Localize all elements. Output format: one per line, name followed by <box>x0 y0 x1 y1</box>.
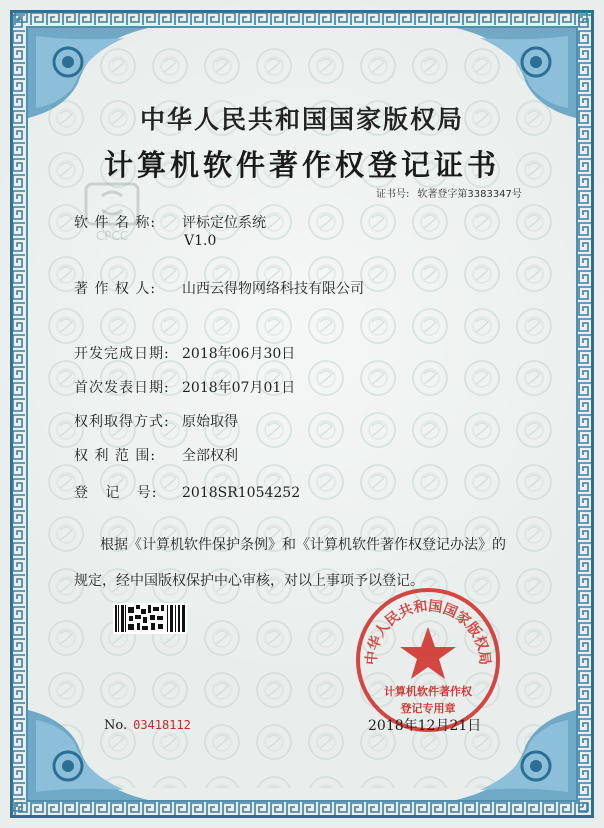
software-version: V1.0 <box>184 233 217 249</box>
field-label: 登 记 号: <box>74 485 158 501</box>
field-label: 权利取得方式: <box>74 414 170 430</box>
field-label: 著 作 权 人: <box>74 281 157 297</box>
field-completion-date <box>74 345 295 363</box>
field-copyright-owner <box>74 280 364 298</box>
field-acquisition-method <box>74 413 238 431</box>
field-value: 评标定位系统 <box>182 215 266 231</box>
cpcc-logo <box>80 182 144 244</box>
certificate-title: 计算机软件著作权登记证书 <box>103 148 500 182</box>
field-value: 原始取得 <box>182 414 238 430</box>
field-software-name <box>74 214 266 232</box>
seal-line-1: 计算机软件著作权 <box>384 685 472 698</box>
statement-line-1: 根据《计算机软件保护条例》和《计算机软件著作权登记办法》的 <box>100 537 506 553</box>
field-publish-date <box>74 379 295 397</box>
top-fret-border <box>14 12 590 26</box>
field-value: 2018年07月01日 <box>182 380 296 396</box>
barcode <box>113 603 187 634</box>
issue-date: 2018年12月21日 <box>368 718 482 734</box>
field-registration-number <box>74 484 300 502</box>
field-label: 权 利 范 围: <box>74 448 157 464</box>
cpcc-logo-text: CPCC <box>95 229 129 243</box>
field-label: 开发完成日期: <box>74 346 170 362</box>
field-label: 软 件 名 称: <box>74 215 157 231</box>
bottom-fret-border <box>14 802 590 816</box>
serial-value: 03418112 <box>133 718 191 732</box>
field-value: 2018年06月30日 <box>182 346 296 362</box>
field-rights-scope <box>74 447 238 465</box>
field-value: 全部权利 <box>182 448 238 464</box>
seal-line-2: 登记专用章 <box>400 702 456 715</box>
certificate-number-value: 软著登字第3383347号 <box>417 189 522 200</box>
field-value: 2018SR1054252 <box>182 485 301 501</box>
certificate-number-label: 证书号: <box>376 189 410 200</box>
issuing-authority-title: 中华人民共和国国家版权局 <box>139 105 464 134</box>
field-value: 山西云得物网络科技有限公司 <box>182 281 364 297</box>
statement-line-2: 规定，经中国版权保护中心审核，对以上事项予以登记。 <box>74 573 424 589</box>
seal-ring-text: 中华人民共和国国家版权局 <box>363 598 493 666</box>
serial-number <box>104 718 191 733</box>
serial-label: No. <box>104 718 128 733</box>
field-label: 首次发表日期: <box>74 380 170 396</box>
certificate-number <box>376 185 522 200</box>
